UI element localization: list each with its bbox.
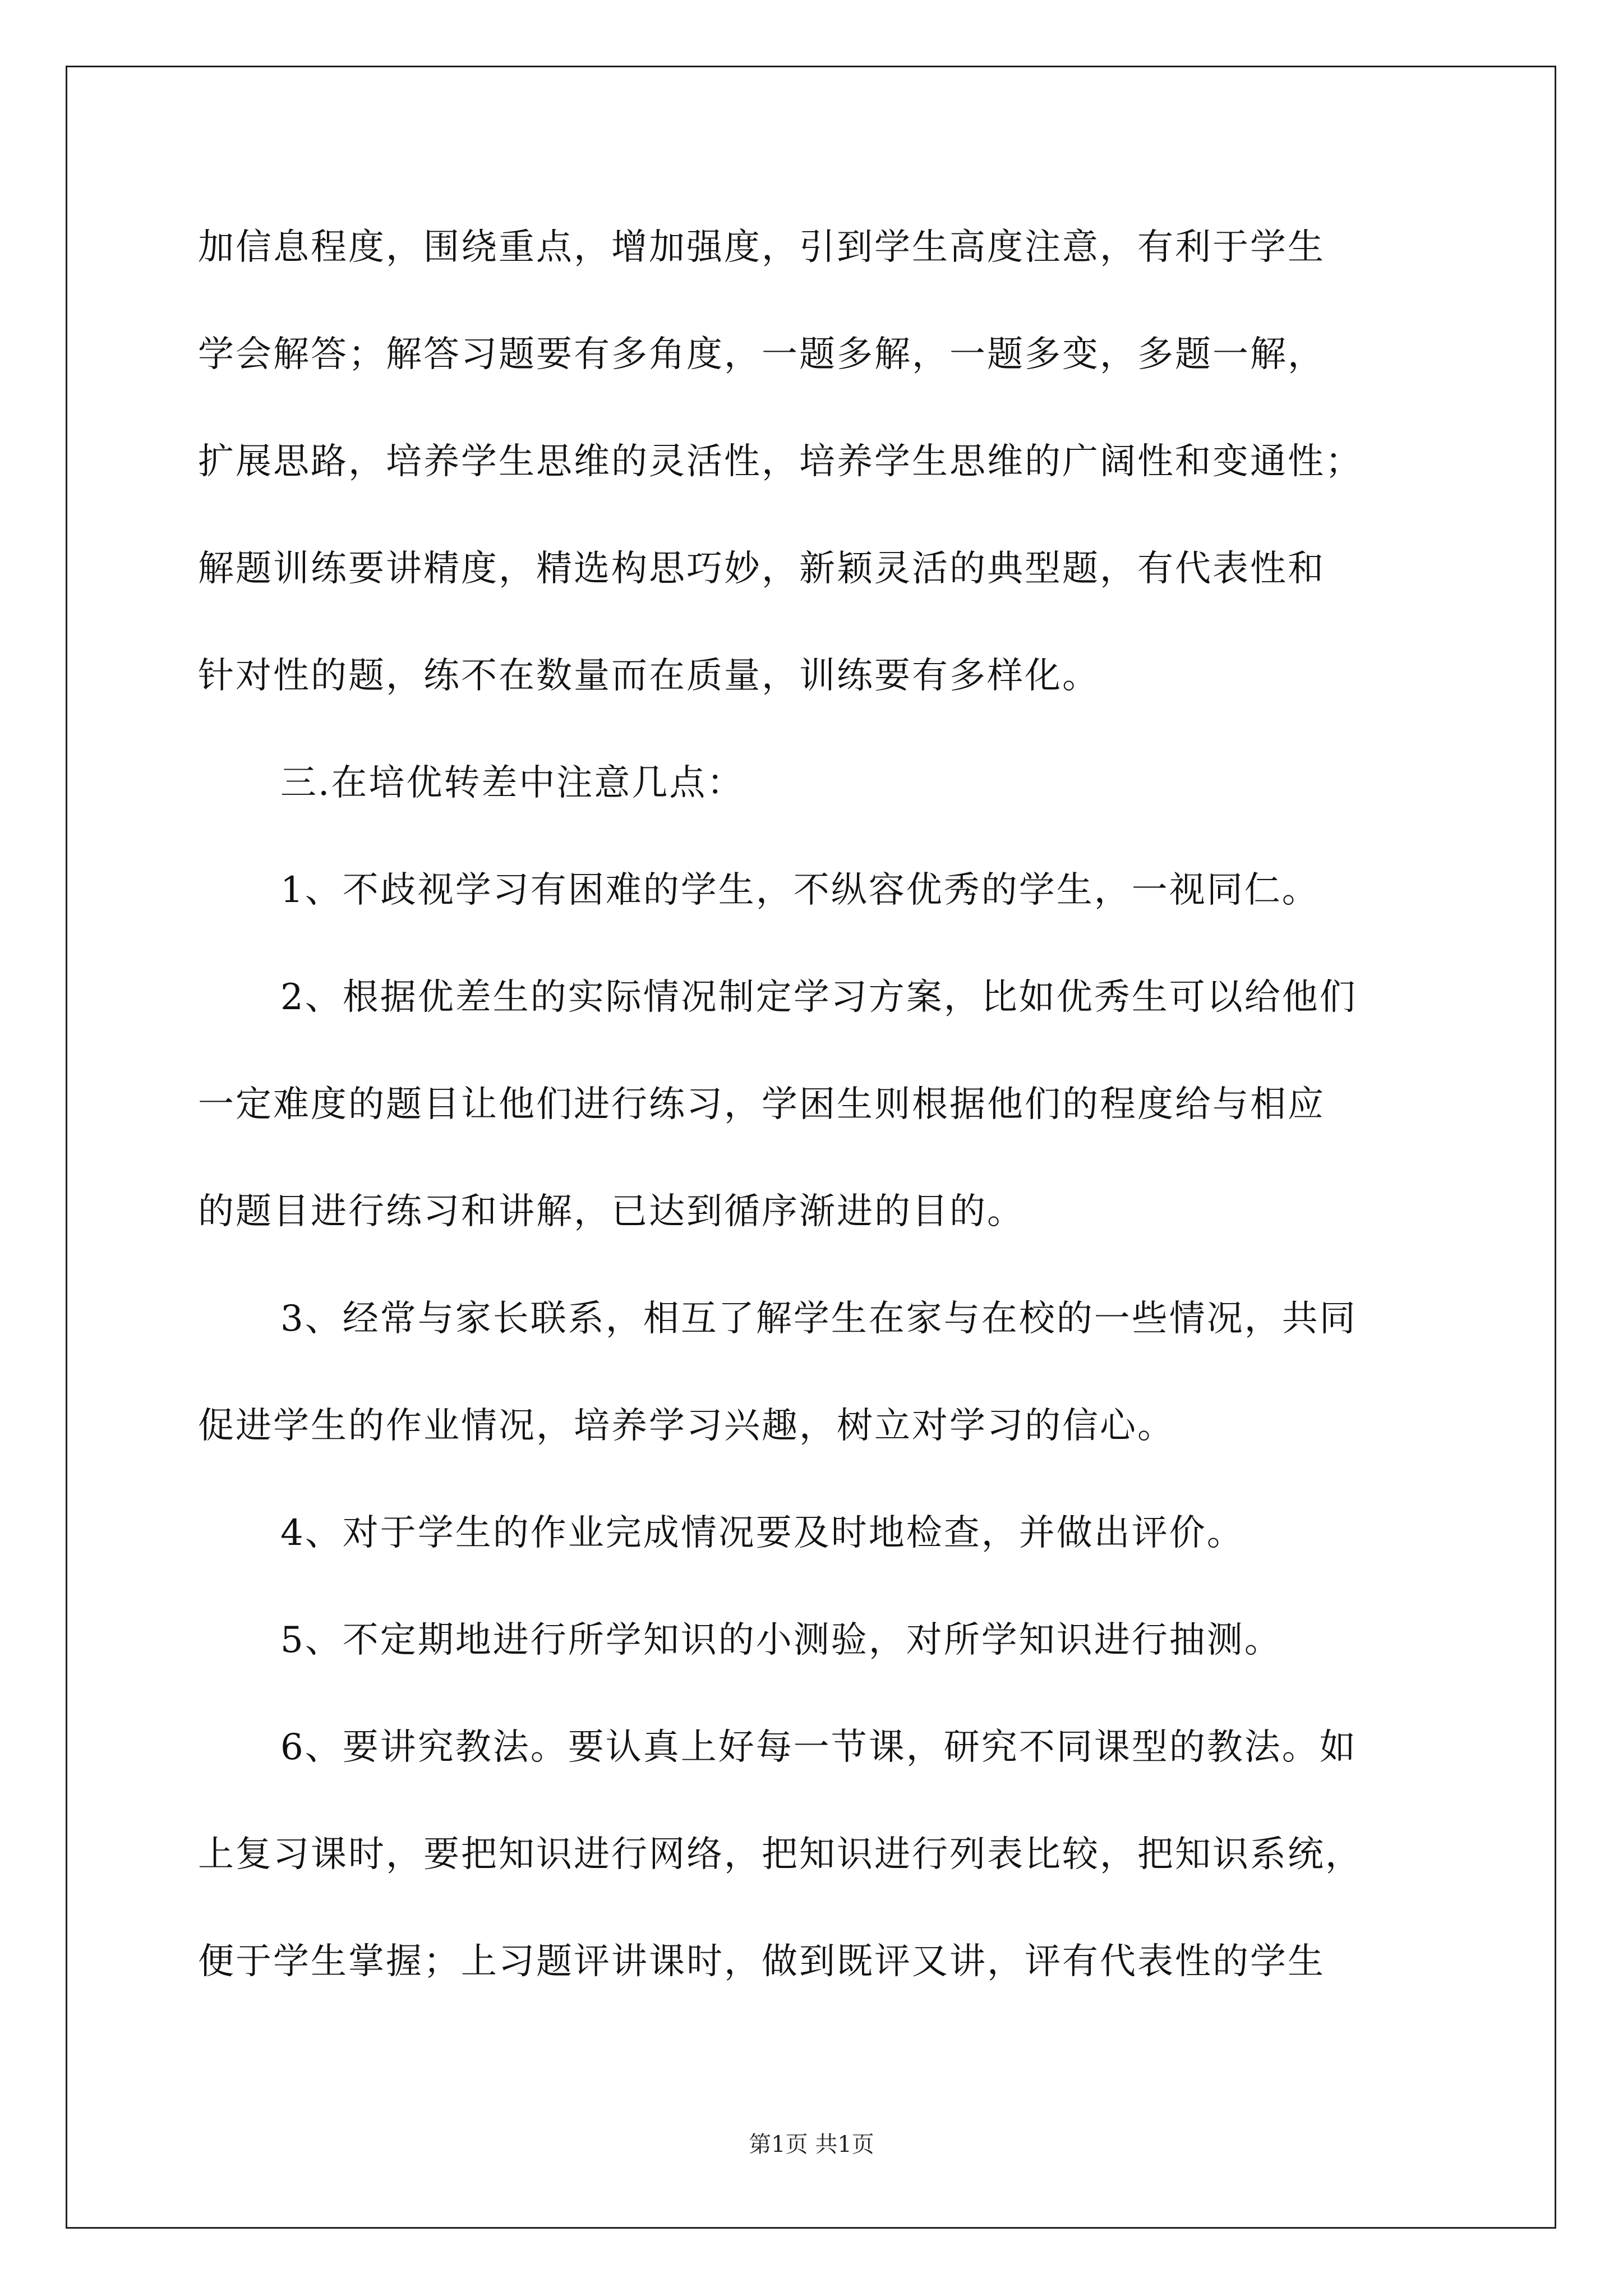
list-item: 2、根据优差生的实际情况制定学习方案，比如优秀生可以给他们 [280, 977, 1357, 1018]
page-border [66, 66, 1556, 2229]
text-line: 解题训练要讲精度，精选构思巧妙，新颖灵活的典型题，有代表性和 [198, 548, 1325, 590]
list-item: 3、经常与家长联系，相互了解学生在家与在校的一些情况，共同 [280, 1298, 1357, 1340]
list-item: 1、不歧视学习有困难的学生，不纵容优秀的学生，一视同仁。 [280, 869, 1320, 911]
text-line: 便于学生掌握；上习题评讲课时，做到既评又讲，评有代表性的学生 [198, 1941, 1325, 1982]
text-line: 针对性的题，练不在数量而在质量，训练要有多样化。 [198, 655, 1100, 697]
section-heading: 三.在培优转差中注意几点： [280, 762, 745, 804]
text-line: 促进学生的作业情况，培养学习兴趣，树立对学习的信心。 [198, 1405, 1175, 1447]
text-line: 上复习课时，要把知识进行网络，把知识进行列表比较，把知识系统， [198, 1834, 1363, 1875]
list-item: 6、要讲究教法。要认真上好每一节课，研究不同课型的教法。如 [280, 1727, 1357, 1768]
text-line: 学会解答；解答习题要有多角度，一题多解，一题多变，多题一解， [198, 334, 1325, 375]
page-footer: 第1页 共1页 [749, 2132, 874, 2157]
text-line: 一定难度的题目让他们进行练习，学困生则根据他们的程度给与相应 [198, 1084, 1325, 1125]
list-item: 5、不定期地进行所学知识的小测验，对所学知识进行抽测。 [280, 1619, 1282, 1661]
text-line: 加信息程度，围绕重点，增加强度，引到学生高度注意，有利于学生 [198, 227, 1325, 268]
text-line: 扩展思路，培养学生思维的灵活性，培养学生思维的广阔性和变通性； [198, 441, 1363, 482]
text-line: 的题目进行练习和讲解，已达到循序渐进的目的。 [198, 1191, 1025, 1232]
list-item: 4、对于学生的作业完成情况要及时地检查，并做出评价。 [280, 1512, 1244, 1554]
